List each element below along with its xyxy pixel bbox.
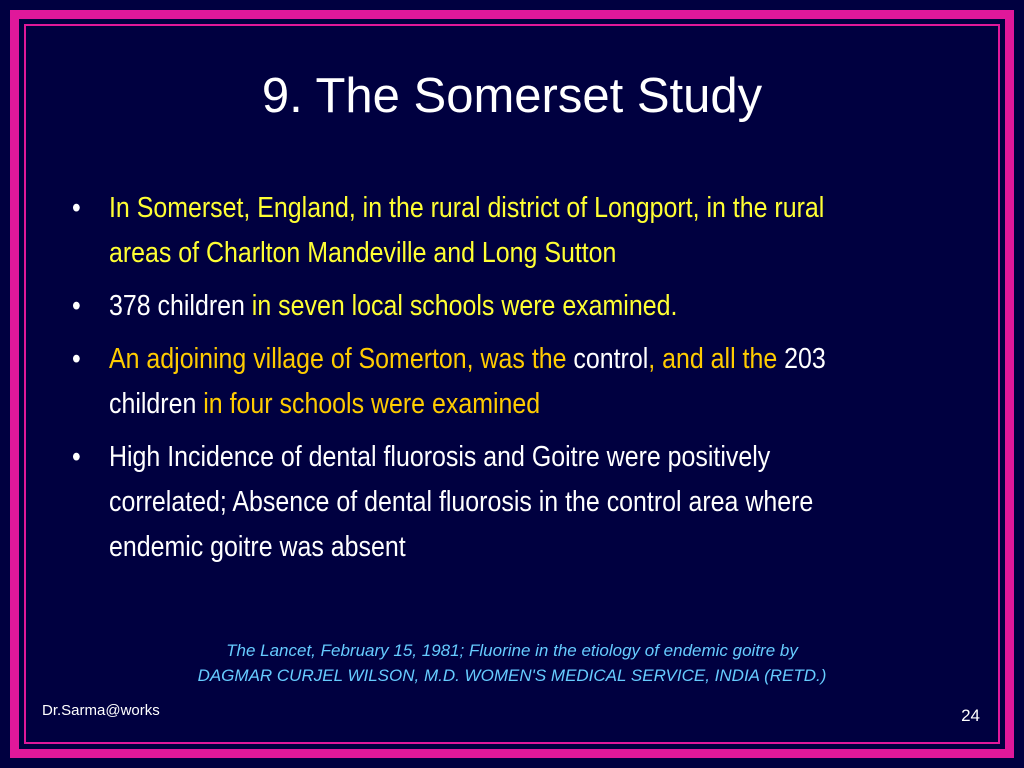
bullet-icon: •	[72, 192, 81, 224]
bullet-text: in four schools were examined	[203, 388, 541, 420]
bullet-text: control	[573, 343, 649, 375]
footer-author: Dr.Sarma@works	[42, 702, 160, 719]
page-number: 24	[961, 706, 980, 725]
bullet-text: , and all the	[648, 343, 785, 375]
citation	[0, 638, 1024, 688]
bullet-icon: •	[72, 343, 81, 375]
bullet-text: In Somerset, England, in the rural district of Longport, in the rural areas of Charlton Mandeville and Long Sutton	[108, 192, 825, 269]
bullet-icon: •	[72, 441, 81, 473]
citation-line: DAGMAR CURJEL WILSON, M.D. WOMEN'S MEDICAL SERVICE, INDIA (RETD.)	[197, 666, 827, 685]
bullet-item	[72, 186, 829, 276]
bullet-icon: •	[72, 290, 81, 322]
slide-title: 9. The Somerset Study	[261, 69, 763, 123]
bullet-text: High Incidence of dental fluorosis and Goitre were positively correlated; Absence of dental fluorosis in the control area where endemic goitre was absent	[108, 441, 814, 563]
bullet-list	[72, 186, 829, 578]
bullet-item	[72, 435, 829, 570]
bullet-text: 378 children	[108, 290, 252, 322]
bullet-text: in seven local schools were examined.	[251, 290, 678, 322]
bullet-item	[72, 284, 829, 329]
citation-line: The Lancet, February 15, 1981; Fluorine in the etiology of endemic goitre by	[226, 641, 798, 660]
bullet-text: 203 children	[108, 343, 826, 420]
bullet-text: An adjoining village of Somerton, was the	[108, 343, 574, 375]
bullet-item	[72, 337, 829, 427]
